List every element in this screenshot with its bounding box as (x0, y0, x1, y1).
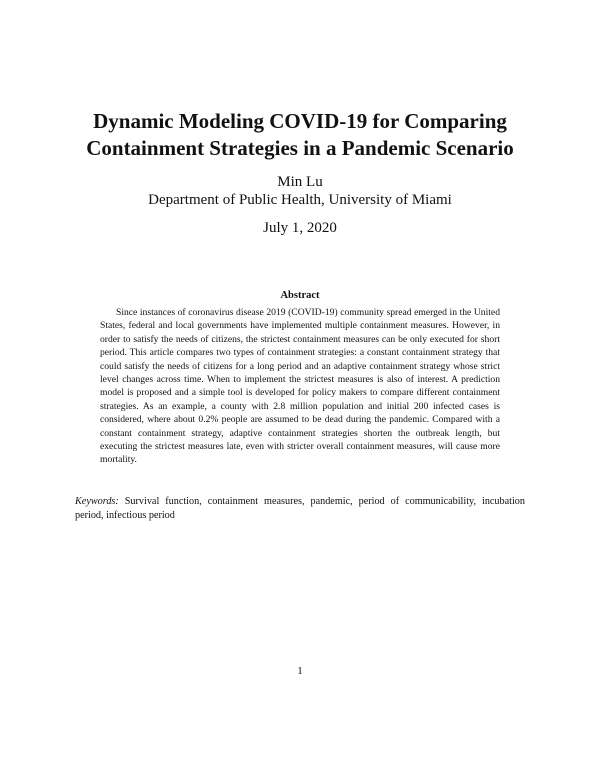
author-name: Min Lu (277, 174, 323, 190)
abstract-text: Since instances of coronavirus disease 2019 (COVID-19) community spread emerged in the United States, federal and local governments have implemented multiple containment measures. However, in order to satisfy the needs of citizens, the strictest containment measures can be only executed for short period. This article compares two types of containment strategies: a constant containment strategy that could satisfy the needs of citizens for a long period and an adaptive containment strategy whose strict level changes across time. When to implement the strictest measures is also of interest. A prediction model is proposed and a simple tool is developed for policy makers to compare different containment strategies. As an example, a county with 2.8 million population and initial 200 infected cases is considered, where about 0.2% people are assumed to be dead during the pandemic. Compared with a constant containment strategy, adaptive containment strategies shorten the outbreak length, but executing the strictest measures late, even with stricter overall containment measures, will cause more mortality. (100, 307, 500, 466)
author-affiliation: Department of Public Health, University of Miami (148, 192, 452, 208)
keywords (75, 495, 525, 524)
publication-date: July 1, 2020 (263, 220, 337, 236)
paper-title: Dynamic Modeling COVID-19 for Comparing Containment Strategies in a Pandemic Scenario (86, 109, 514, 160)
page-number: 1 (297, 665, 303, 677)
keywords-text: Survival function, containment measures, pandemic, period of communicability, incubation period, infectious period (75, 496, 525, 522)
abstract-heading: Abstract (280, 290, 320, 301)
keywords-label: Keywords: (75, 496, 119, 507)
